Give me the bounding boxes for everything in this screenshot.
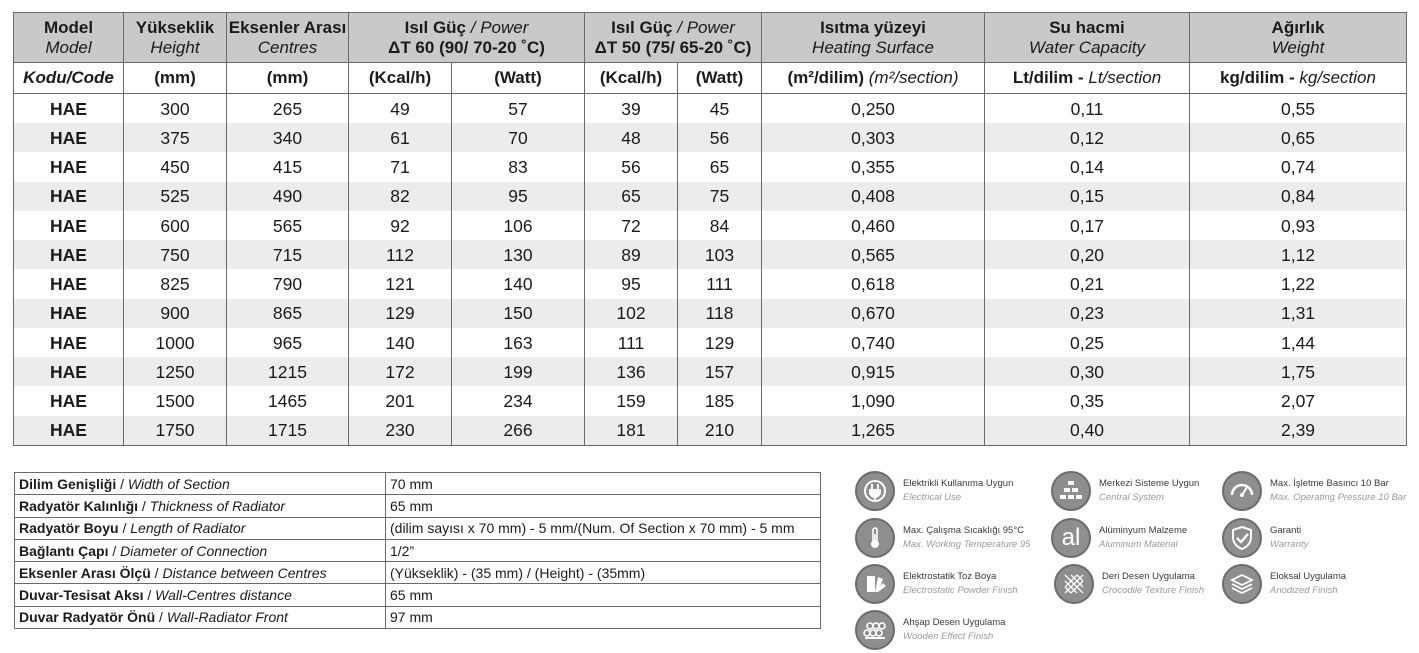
table-row <box>14 328 1407 357</box>
power50-kcal-unit: (Kcal/h) <box>585 63 678 94</box>
table-cell: 159 <box>585 386 678 415</box>
spec-label-en: Thickness of Radiator <box>149 497 286 514</box>
table-cell: 102 <box>585 299 678 328</box>
table-cell: 89 <box>585 240 678 269</box>
feature-central-system <box>1051 469 1199 513</box>
spec-row <box>15 539 821 561</box>
table-cell: 450 <box>124 152 227 181</box>
feature-label: Ahşap Desen Uygulama <box>903 617 1006 628</box>
table-cell: 140 <box>349 328 452 357</box>
aluminum-icon <box>1051 518 1091 558</box>
spec-label-tr: Dilim Genişliği <box>19 475 117 492</box>
feature-label-en: Max. Working Temperature 95 <box>903 539 1031 550</box>
table-cell: 1,22 <box>1190 269 1407 298</box>
spec-label <box>15 473 386 495</box>
table-cell: 1,75 <box>1190 357 1407 386</box>
table-cell: 48 <box>585 123 678 152</box>
table-cell: HAE <box>14 328 124 357</box>
table-cell: 150 <box>452 299 585 328</box>
table-cell: 0,21 <box>985 269 1190 298</box>
table-cell: 121 <box>349 269 452 298</box>
feature-label-en: Wooden Effect Finish <box>903 631 994 642</box>
table-cell: 129 <box>349 299 452 328</box>
table-row <box>14 94 1407 124</box>
table-cell: 61 <box>349 123 452 152</box>
table-cell: 140 <box>452 269 585 298</box>
table-cell: 83 <box>452 152 585 181</box>
table-cell: 1,31 <box>1190 299 1407 328</box>
table-cell: 92 <box>349 211 452 240</box>
table-cell: HAE <box>14 386 124 415</box>
table-cell: 0,303 <box>762 123 985 152</box>
table-cell: 825 <box>124 269 227 298</box>
table-cell: 0,25 <box>985 328 1190 357</box>
specification-table <box>13 12 1407 446</box>
table-cell: HAE <box>14 152 124 181</box>
table-cell: HAE <box>14 299 124 328</box>
table-cell: 65 <box>585 182 678 211</box>
spec-row <box>15 584 821 606</box>
table-cell: 0,565 <box>762 240 985 269</box>
feature-crocodile-texture <box>1054 562 1204 606</box>
centres-unit: (mm) <box>227 63 349 94</box>
feature-label-en: Electrostatic Powder Finish <box>903 585 1018 596</box>
table-cell: 0,12 <box>985 123 1190 152</box>
radiator-network-icon <box>1051 471 1091 511</box>
feature-label-en: Warranty <box>1270 539 1309 550</box>
plug-icon <box>855 471 895 511</box>
spec-separator: / <box>112 542 117 559</box>
table-cell: HAE <box>14 240 124 269</box>
spec-label-tr: Radyatör Boyu <box>19 520 119 537</box>
table-cell: 0,618 <box>762 269 985 298</box>
spec-label <box>15 562 386 584</box>
spec-separator: / <box>147 587 152 604</box>
table-cell: 185 <box>678 386 762 415</box>
spec-separator: / <box>122 520 127 537</box>
centres-header: Eksenler Arası Centres <box>227 13 349 63</box>
spec-label-en: Width of Section <box>127 475 230 492</box>
table-cell: 234 <box>452 386 585 415</box>
spec-label <box>15 539 386 561</box>
aluminum-symbol: al <box>1061 524 1081 551</box>
spec-label <box>15 495 386 517</box>
table-cell: 199 <box>452 357 585 386</box>
feature-wooden-effect <box>855 608 1005 652</box>
table-cell: 56 <box>585 152 678 181</box>
shield-check-icon <box>1222 518 1262 558</box>
table-cell: 2,07 <box>1190 386 1407 415</box>
feature-temperature <box>855 516 1030 560</box>
spec-row <box>15 562 821 584</box>
unit-row <box>14 63 1407 94</box>
table-cell: 865 <box>227 299 349 328</box>
table-cell: 157 <box>678 357 762 386</box>
table-row <box>14 386 1407 415</box>
feature-label: Elektrikli Kullanıma Uygun <box>903 478 1014 489</box>
table-cell: 0,65 <box>1190 123 1407 152</box>
table-cell: 0,17 <box>985 211 1190 240</box>
table-cell: 1215 <box>227 357 349 386</box>
table-cell: HAE <box>14 269 124 298</box>
spec-label-tr: Bağlantı Çapı <box>19 542 109 559</box>
spec-label-en: Wall-Radiator Front <box>166 609 288 626</box>
table-cell: 0,20 <box>985 240 1190 269</box>
feature-warranty <box>1222 516 1308 560</box>
table-cell: 1750 <box>124 416 227 446</box>
table-cell: 375 <box>124 123 227 152</box>
weight-header: Ağırlık Weight <box>1190 13 1407 63</box>
feature-pressure <box>1222 469 1406 513</box>
spec-label <box>15 584 386 606</box>
spec-label-en: Distance between Centres <box>162 564 327 581</box>
technical-details-table <box>14 472 821 629</box>
model-header: Model Model <box>14 13 124 63</box>
table-cell: 1250 <box>124 357 227 386</box>
table-row <box>14 299 1407 328</box>
feature-electrical <box>855 469 1013 513</box>
water-unit: Lt/dilim - Lt/section <box>985 63 1190 94</box>
power50-watt-unit: (Watt) <box>678 63 762 94</box>
wood-logs-icon <box>855 610 895 650</box>
surface-header: Isıtma yüzeyi Heating Surface <box>762 13 985 63</box>
table-cell: HAE <box>14 211 124 240</box>
table-cell: 95 <box>452 182 585 211</box>
water-header: Su hacmi Water Capacity <box>985 13 1190 63</box>
height-header: Yükseklik Height <box>124 13 227 63</box>
spec-value: 65 mm <box>386 584 821 606</box>
table-cell: 95 <box>585 269 678 298</box>
spec-label-en: Diameter of Connection <box>120 542 268 559</box>
spec-separator: / <box>159 609 163 626</box>
table-cell: 71 <box>349 152 452 181</box>
table-cell: 181 <box>585 416 678 446</box>
table-cell: 340 <box>227 123 349 152</box>
table-cell: 0,250 <box>762 94 985 124</box>
table-cell: 57 <box>452 94 585 124</box>
feature-label: Alüminyum Malzeme <box>1099 525 1188 536</box>
table-cell: 0,40 <box>985 416 1190 446</box>
table-cell: 900 <box>124 299 227 328</box>
spec-value: 65 mm <box>386 495 821 517</box>
spec-label-tr: Eksenler Arası Ölçü <box>19 564 151 581</box>
table-cell: 136 <box>585 357 678 386</box>
spec-label-tr: Duvar Radyatör Önü <box>19 609 156 626</box>
texture-icon <box>1054 564 1094 604</box>
table-cell: 103 <box>678 240 762 269</box>
table-cell: 0,23 <box>985 299 1190 328</box>
feature-label-en: Max. Operating Pressure 10 Bar <box>1270 492 1407 503</box>
surface-unit: (m²/dilim) (m²/section) <box>762 63 985 94</box>
table-cell: 0,11 <box>985 94 1190 124</box>
power60-header: Isıl Güç / Power ΔT 60 (90/ 70-20 ˚C) <box>349 13 585 63</box>
table-cell: 118 <box>678 299 762 328</box>
table-row <box>14 357 1407 386</box>
spec-label <box>15 606 386 628</box>
spec-label <box>15 517 386 539</box>
table-cell: 1500 <box>124 386 227 415</box>
feature-label: Merkezi Sisteme Uygun <box>1099 478 1200 489</box>
table-row <box>14 123 1407 152</box>
table-cell: 56 <box>678 123 762 152</box>
gauge-icon <box>1222 471 1262 511</box>
spec-value: 1/2” <box>386 539 821 561</box>
table-cell: 112 <box>349 240 452 269</box>
table-cell: 72 <box>585 211 678 240</box>
table-cell: 172 <box>349 357 452 386</box>
spec-value: (dilim sayısı x 70 mm) - 5 mm/(Num. Of Section x 70 mm) - 5 mm <box>386 517 821 539</box>
spec-label-en: Length of Radiator <box>130 520 246 537</box>
feature-label-en: Aluminum Material <box>1099 539 1178 550</box>
table-cell: 65 <box>678 152 762 181</box>
spec-row <box>15 473 821 495</box>
table-cell: HAE <box>14 182 124 211</box>
table-cell: 0,460 <box>762 211 985 240</box>
feature-label-en: Electrical Use <box>903 492 962 503</box>
table-cell: 0,30 <box>985 357 1190 386</box>
spec-value: 97 mm <box>386 606 821 628</box>
feature-label-en: Central System <box>1099 492 1164 503</box>
table-cell: 39 <box>585 94 678 124</box>
table-row <box>14 182 1407 211</box>
spec-label-tr: Duvar-Tesisat Aksı <box>19 587 144 604</box>
table-row <box>14 269 1407 298</box>
power60-watt-unit: (Watt) <box>452 63 585 94</box>
spec-value: 70 mm <box>386 473 821 495</box>
table-cell: 750 <box>124 240 227 269</box>
table-cell: 1715 <box>227 416 349 446</box>
table-cell: 600 <box>124 211 227 240</box>
layers-icon <box>1222 564 1262 604</box>
table-cell: 84 <box>678 211 762 240</box>
table-cell: 0,14 <box>985 152 1190 181</box>
table-cell: 790 <box>227 269 349 298</box>
spec-label-tr: Radyatör Kalınlığı <box>19 497 139 514</box>
feature-label-en: Crocodile Texture Finish <box>1102 585 1205 596</box>
table-cell: 1000 <box>124 328 227 357</box>
table-cell: 0,355 <box>762 152 985 181</box>
table-cell: 130 <box>452 240 585 269</box>
power60-kcal-unit: (Kcal/h) <box>349 63 452 94</box>
table-cell: HAE <box>14 94 124 124</box>
feature-aluminum <box>1051 516 1187 560</box>
header-row <box>14 13 1407 63</box>
table-cell: 415 <box>227 152 349 181</box>
feature-label-en: Anodized Finish <box>1270 585 1338 596</box>
spec-row <box>15 517 821 539</box>
table-cell: 0,35 <box>985 386 1190 415</box>
feature-powder-finish <box>855 562 1018 606</box>
table-cell: 210 <box>678 416 762 446</box>
spec-label-en: Wall-Centres distance <box>155 587 292 604</box>
table-cell: 201 <box>349 386 452 415</box>
table-row <box>14 416 1407 446</box>
table-cell: 45 <box>678 94 762 124</box>
spec-separator: / <box>141 497 146 514</box>
table-cell: 163 <box>452 328 585 357</box>
table-cell: 75 <box>678 182 762 211</box>
table-cell: 0,670 <box>762 299 985 328</box>
table-cell: HAE <box>14 123 124 152</box>
feature-label: Eloksal Uygulama <box>1270 571 1347 582</box>
table-cell: 1,090 <box>762 386 985 415</box>
table-cell: 2,39 <box>1190 416 1407 446</box>
feature-label: Max. Çalışma Sıcaklığı 95°C <box>903 525 1025 536</box>
spec-separator: / <box>120 475 125 492</box>
table-row <box>14 211 1407 240</box>
paint-swatch-icon <box>855 564 895 604</box>
table-cell: 1,265 <box>762 416 985 446</box>
table-cell: 490 <box>227 182 349 211</box>
table-cell: 1465 <box>227 386 349 415</box>
table-cell: 82 <box>349 182 452 211</box>
table-cell: 0,740 <box>762 328 985 357</box>
table-cell: 0,55 <box>1190 94 1407 124</box>
table-cell: 70 <box>452 123 585 152</box>
table-cell: 1,12 <box>1190 240 1407 269</box>
table-cell: 111 <box>585 328 678 357</box>
table-cell: 525 <box>124 182 227 211</box>
table-cell: HAE <box>14 357 124 386</box>
table-cell: 0,93 <box>1190 211 1407 240</box>
weight-unit: kg/dilim - kg/section <box>1190 63 1407 94</box>
table-cell: 0,408 <box>762 182 985 211</box>
feature-label: Max. İşletme Basıncı 10 Bar <box>1270 478 1389 489</box>
spec-separator: / <box>154 564 159 581</box>
feature-label: Deri Desen Uygulama <box>1102 571 1195 582</box>
table-cell: 300 <box>124 94 227 124</box>
table-row <box>14 240 1407 269</box>
table-cell: 1,44 <box>1190 328 1407 357</box>
table-cell: 111 <box>678 269 762 298</box>
table-cell: 0,84 <box>1190 182 1407 211</box>
spec-row <box>15 606 821 628</box>
feature-label: Elektrostatik Toz Boya <box>903 571 997 582</box>
table-cell: 230 <box>349 416 452 446</box>
table-cell: 965 <box>227 328 349 357</box>
code-unit: Kodu/Code <box>14 63 124 94</box>
table-cell: 565 <box>227 211 349 240</box>
table-cell: HAE <box>14 416 124 446</box>
table-cell: 266 <box>452 416 585 446</box>
spec-value: (Yükseklik) - (35 mm) / (Height) - (35mm) <box>386 562 821 584</box>
height-unit: (mm) <box>124 63 227 94</box>
feature-label: Garanti <box>1270 525 1302 536</box>
power50-header: Isıl Güç / Power ΔT 50 (75/ 65-20 ˚C) <box>585 13 762 63</box>
table-cell: 49 <box>349 94 452 124</box>
table-cell: 0,15 <box>985 182 1190 211</box>
thermometer-icon <box>855 518 895 558</box>
table-cell: 106 <box>452 211 585 240</box>
spec-row <box>15 495 821 517</box>
table-cell: 129 <box>678 328 762 357</box>
table-cell: 715 <box>227 240 349 269</box>
table-cell: 0,915 <box>762 357 985 386</box>
table-row <box>14 152 1407 181</box>
table-cell: 0,74 <box>1190 152 1407 181</box>
table-cell: 265 <box>227 94 349 124</box>
feature-anodized <box>1222 562 1346 606</box>
